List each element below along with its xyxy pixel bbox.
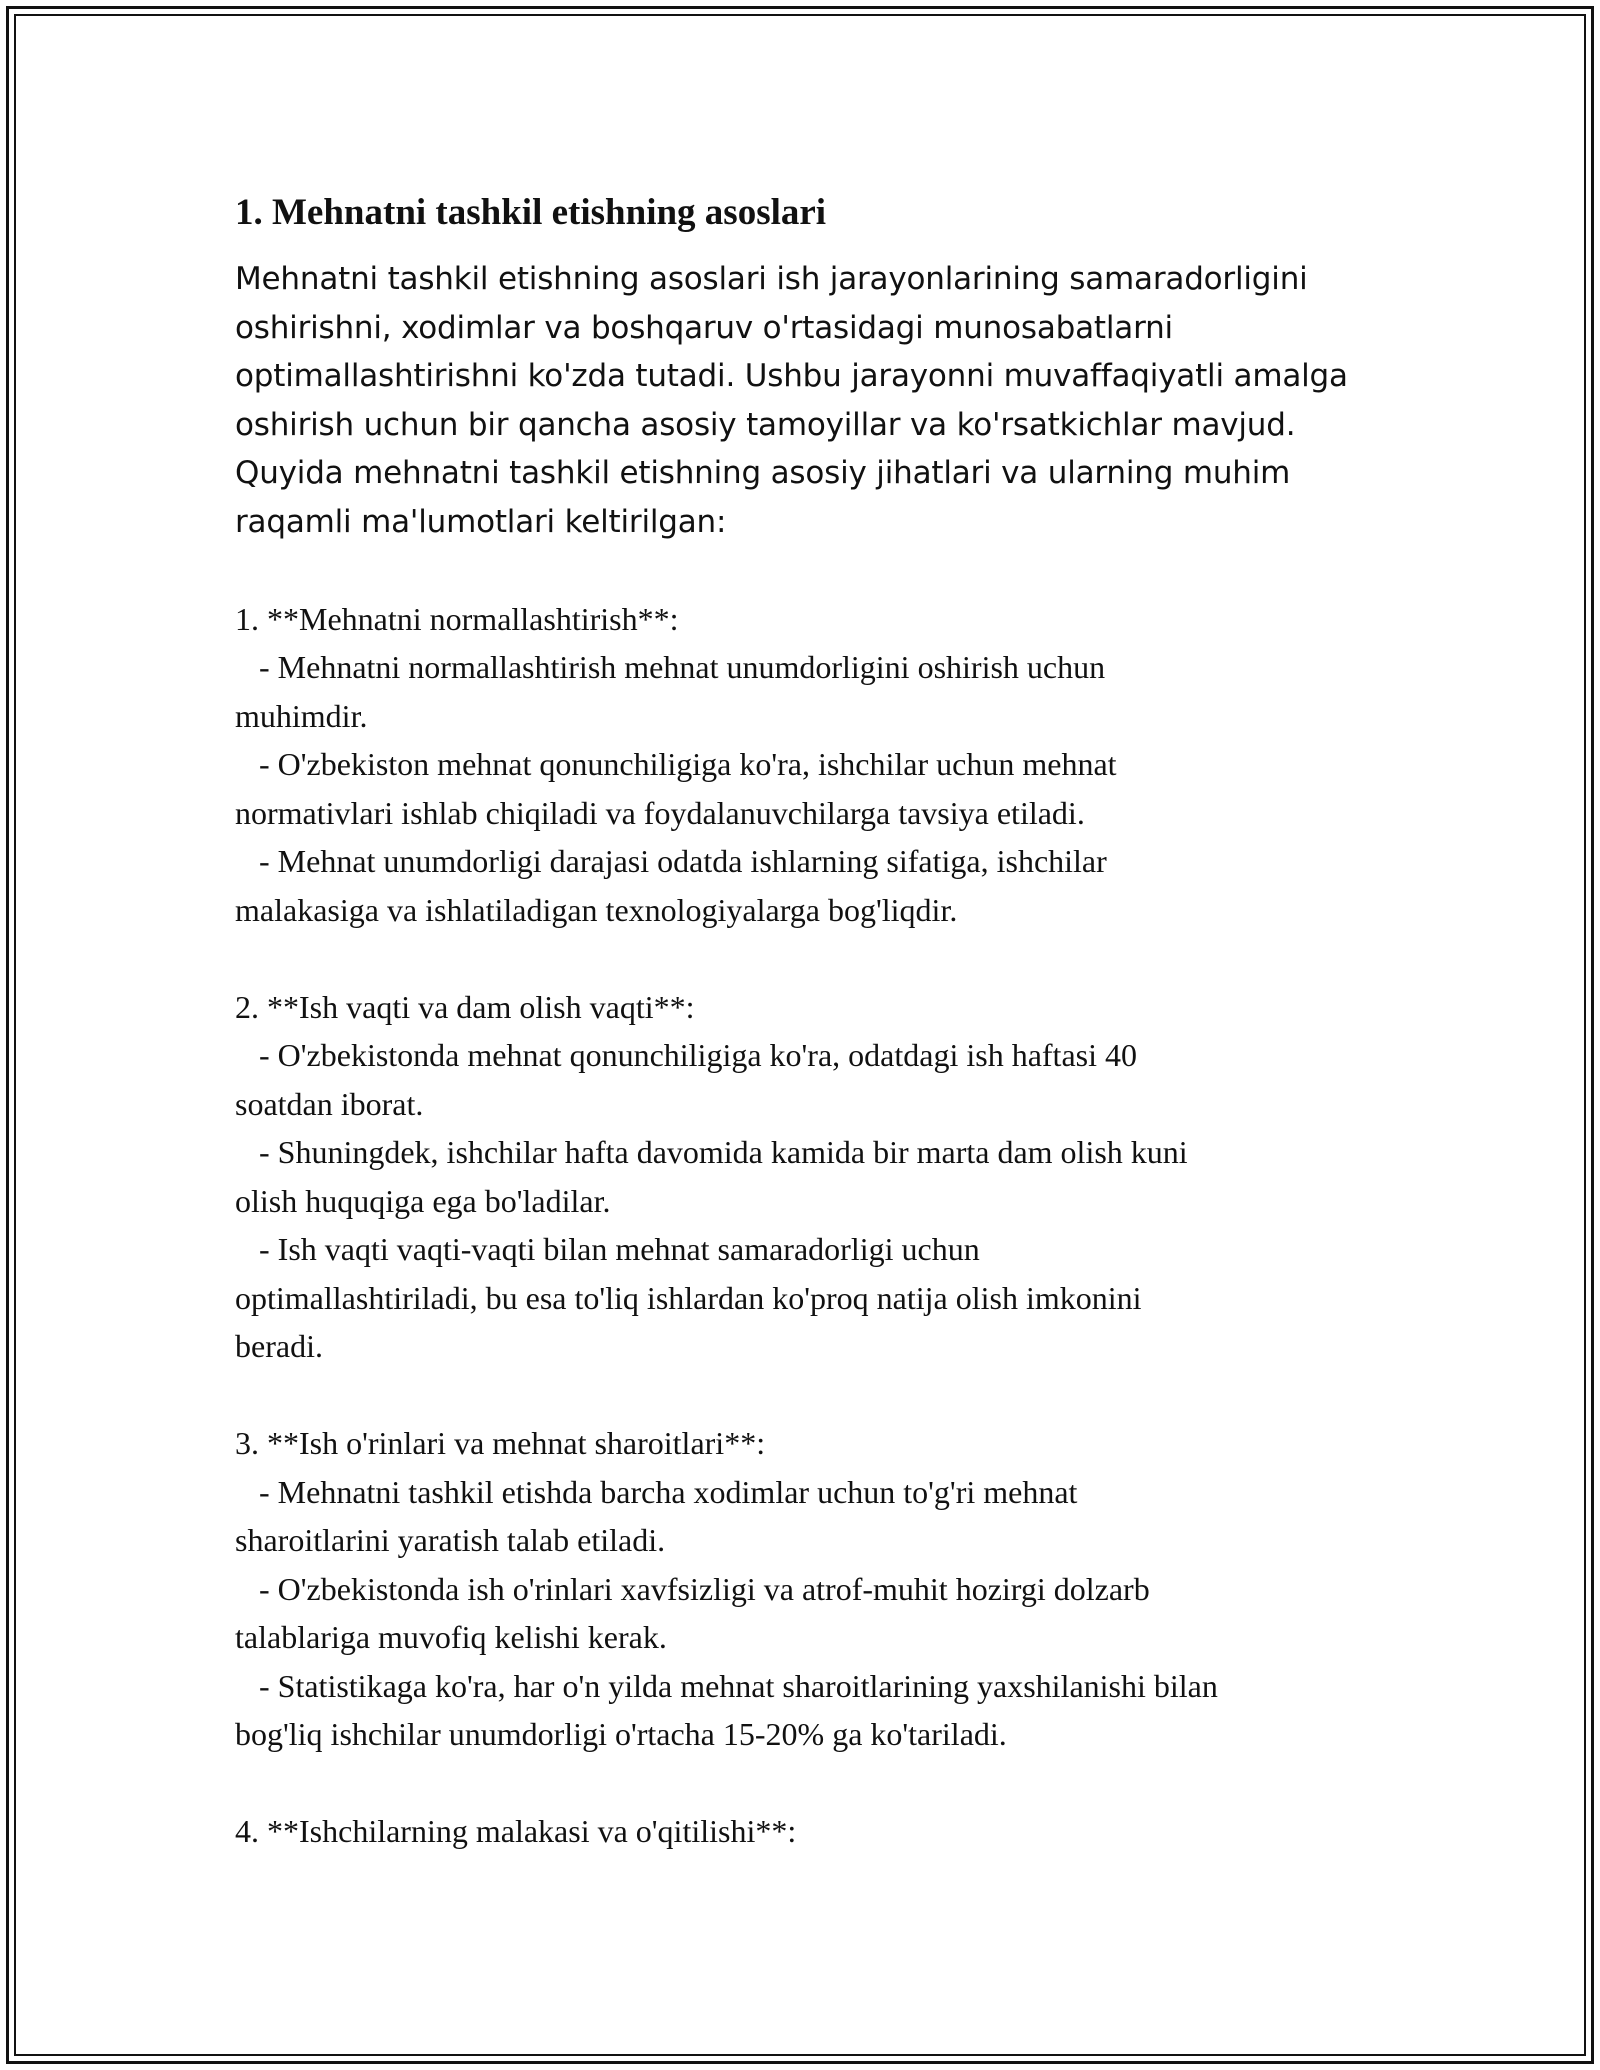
intro-line: Quyida mehnatni tashkil etishning asosiy jihatlari va ularning muhim bbox=[235, 455, 1291, 491]
section-line: soatdan iborat. bbox=[235, 1085, 424, 1122]
section-line: - O'zbekiston mehnat qonunchiligiga ko'ra, ishchilar uchun mehnat bbox=[235, 746, 1117, 782]
section-line: malakasiga va ishlatiladigan texnologiyalarga bog'liqdir. bbox=[235, 891, 958, 928]
intro-line: oshirishni, xodimlar va boshqaruv o'rtasidagi munosabatlarni bbox=[235, 309, 1173, 346]
section-malaka bbox=[235, 1807, 1385, 1856]
section-line: - Mehnatni normallashtirish mehnat unumdorligini oshirish uchun bbox=[235, 649, 1106, 685]
section-line: talablariga muvofiq kelishi kerak. bbox=[235, 1619, 667, 1655]
intro-line: optimallashtirishni ko'zda tutadi. Ushbu jarayonni muvaffaqiyatli amalga bbox=[235, 358, 1348, 394]
section-line: - O'zbekistonda mehnat qonunchiligiga ko'ra, odatdagi ish haftasi 40 bbox=[235, 1037, 1137, 1073]
paragraph-gap bbox=[235, 1371, 1385, 1420]
section-line: sharoitlarini yaratish talab etiladi. bbox=[235, 1522, 666, 1558]
section-line: bog'liq ishchilar unumdorligi o'rtacha 15-20% ga ko'tariladi. bbox=[235, 1716, 1007, 1752]
section-line: normativlari ishlab chiqiladi va foydalanuvchilarga tavsiya etiladi. bbox=[235, 794, 1085, 831]
paragraph-gap bbox=[235, 1759, 1385, 1808]
section-line: - Ish vaqti vaqti-vaqti bilan mehnat samaradorligi uchun bbox=[235, 1231, 980, 1267]
section-ish-orinlari bbox=[235, 1419, 1385, 1759]
paragraph-gap bbox=[235, 546, 1385, 595]
section-line: - O'zbekistonda ish o'rinlari xavfsizligi va atrof-muhit hozirgi dolzarb bbox=[235, 1570, 1150, 1607]
paragraph-gap bbox=[235, 934, 1385, 983]
section-line: beradi. bbox=[235, 1328, 323, 1364]
section-title: 2. **Ish vaqti va dam olish vaqti**: bbox=[235, 988, 695, 1025]
section-title: 1. **Mehnatni normallashtirish**: bbox=[235, 600, 679, 637]
intro-paragraph bbox=[235, 255, 1385, 546]
section-line: muhimdir. bbox=[235, 697, 368, 734]
section-title: 3. **Ish o'rinlari va mehnat sharoitlari**: bbox=[235, 1425, 766, 1461]
intro-line: oshirish uchun bir qancha asosiy tamoyillar va ko'rsatkichlar mavjud. bbox=[235, 406, 1296, 443]
intro-line: Mehnatni tashkil etishning asoslari ish jarayonlarining samaradorligini bbox=[235, 261, 1308, 297]
section-line: - Statistikaga ko'ra, har o'n yilda mehnat sharoitlarining yaxshilanishi bilan bbox=[235, 1667, 1218, 1704]
section-line: - Shuningdek, ishchilar hafta davomida kamida bir marta dam olish kuni bbox=[235, 1134, 1188, 1170]
section-title: 4. **Ishchilarning malakasi va o'qitilishi**: bbox=[235, 1813, 797, 1849]
section-ish-vaqti bbox=[235, 983, 1385, 1371]
section-line: - Mehnatni tashkil etishda barcha xodimlar uchun to'g'ri mehnat bbox=[235, 1473, 1078, 1510]
document-body bbox=[235, 183, 1385, 1856]
section-line: - Mehnat unumdorligi darajasi odatda ishlarning sifatiga, ishchilar bbox=[235, 843, 1107, 879]
intro-line: raqamli ma'lumotlari keltirilgan: bbox=[235, 503, 727, 540]
document-heading: 1. Mehnatni tashkil etishning asoslari bbox=[235, 192, 827, 233]
section-line: olish huquqiga ega bo'ladilar. bbox=[235, 1182, 611, 1219]
section-normallashtirish bbox=[235, 595, 1385, 935]
section-line: optimallashtiriladi, bu esa to'liq ishlardan ko'proq natija olish imkonini bbox=[235, 1279, 1142, 1316]
